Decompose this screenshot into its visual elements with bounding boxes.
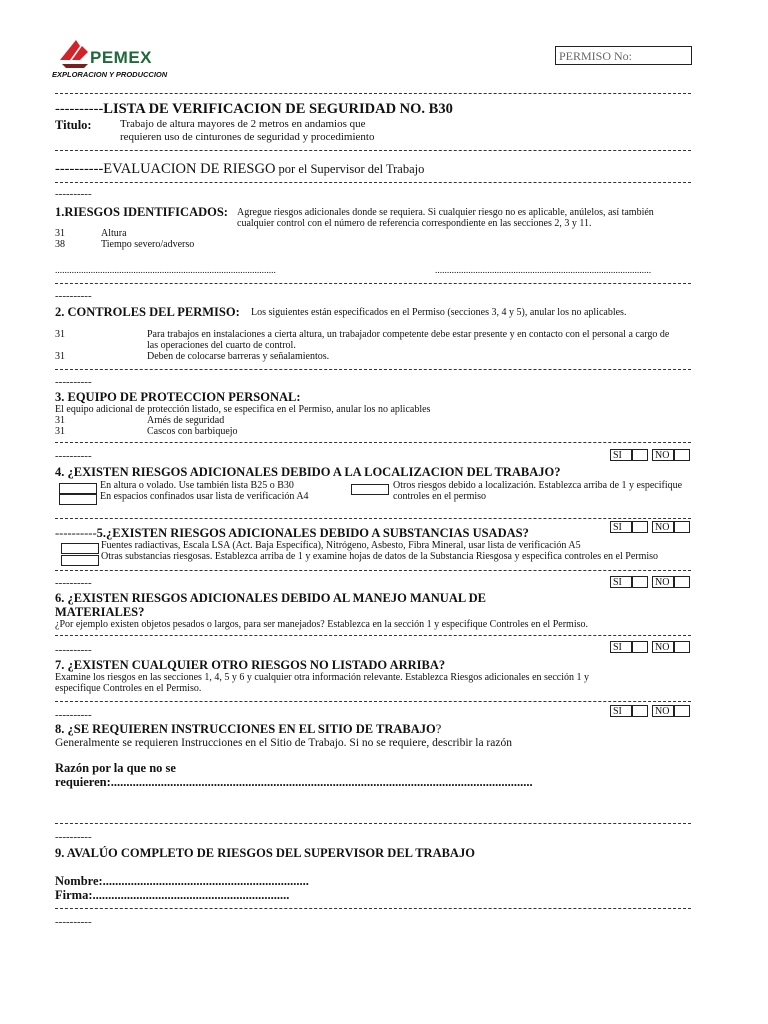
logo-brand: PEMEX	[90, 48, 153, 67]
evaluacion-suffix: por el Supervisor del Trabajo	[275, 162, 425, 176]
titulo-line-2: requieren uso de cinturones de seguridad y procedimiento	[120, 131, 375, 143]
separator	[55, 369, 691, 370]
section-7-desc-1: Examine los riesgos en las secciones 1, 4, 5 y 6 y cualquier otra información relevante. Establezca Riesgos adicionales en sección 1 y	[55, 672, 589, 683]
section-1-heading: 1.RIESGOS IDENTIFICADOS:	[55, 205, 228, 219]
no-checkbox-label: NO	[652, 641, 674, 653]
titulo-line-1: Trabajo de altura mayores de 2 metros en andamios que	[120, 118, 366, 130]
separator	[55, 283, 691, 284]
separator	[55, 570, 691, 571]
si-checkbox[interactable]	[632, 641, 648, 653]
option-checkbox[interactable]	[351, 484, 389, 495]
razon-label-1: Razón por la que no se	[55, 761, 176, 775]
section-2-desc: Los siguientes están especificados en el Permiso (secciones 3, 4 y 5), anular los no aplicables.	[251, 307, 627, 318]
pemex-logo	[52, 38, 182, 82]
separator	[55, 442, 691, 443]
dash-prefix: ----------	[55, 916, 92, 928]
risk-num: 31	[55, 228, 65, 239]
no-checkbox[interactable]	[674, 705, 690, 717]
si-checkbox[interactable]	[632, 521, 648, 533]
si-checkbox-label: SI	[610, 705, 632, 717]
section-9-heading: 9. AVALÚO COMPLETO DE RIESGOS DEL SUPERVISOR DEL TRABAJO	[55, 846, 475, 860]
section-6-heading-1: 6. ¿EXISTEN RIESGOS ADICIONALES DEBIDO AL MANEJO MANUAL DE	[55, 591, 486, 605]
si-checkbox[interactable]	[632, 705, 648, 717]
dash-prefix: ----------	[55, 376, 92, 388]
control-num: 31	[55, 351, 65, 362]
ppe-num: 31	[55, 415, 65, 426]
separator	[55, 182, 691, 183]
control-text-1b: las operaciones del cuarto de control.	[147, 340, 296, 351]
section-4-option-3-line2: controles en el permiso	[393, 491, 487, 502]
si-checkbox[interactable]	[632, 576, 648, 588]
dash-prefix: ----------	[55, 709, 92, 721]
additional-risk-field-right[interactable]: ...........................................................................................	[435, 266, 652, 276]
titulo-label: Titulo:	[55, 118, 92, 132]
dash-prefix: ----------	[55, 290, 92, 302]
si-checkbox-label: SI	[610, 449, 632, 461]
section-3-desc: El equipo adicional de protección listado, se especifica en el Permiso, anular los no aplicables	[55, 404, 431, 415]
no-checkbox[interactable]	[674, 521, 690, 533]
si-checkbox-label: SI	[610, 521, 632, 533]
razon-field[interactable]: requieren:.......................................................................................................................................	[55, 775, 533, 789]
nombre-field[interactable]: Nombre:..................................................................	[55, 874, 309, 888]
ppe-text: Cascos con barbiquejo	[147, 426, 238, 437]
checklist-title	[55, 101, 453, 118]
separator	[55, 93, 691, 94]
no-checkbox-label: NO	[652, 576, 674, 588]
section-2-heading: 2. CONTROLES DEL PERMISO:	[55, 305, 240, 319]
dash-prefix: ----------	[55, 526, 97, 540]
dash-prefix: ----------	[55, 644, 92, 656]
control-num: 31	[55, 329, 65, 340]
permiso-label: PERMISO No:	[559, 49, 633, 63]
section-5-title	[55, 526, 529, 541]
dash-prefix: ----------	[55, 450, 92, 462]
separator	[55, 823, 691, 824]
separator	[55, 701, 691, 702]
no-checkbox-label: NO	[652, 705, 674, 717]
section-4-heading: 4. ¿EXISTEN RIESGOS ADICIONALES DEBIDO A LA LOCALIZACION DEL TRABAJO?	[55, 465, 561, 479]
section-6-heading-2: MATERIALES?	[55, 605, 145, 619]
separator	[55, 635, 691, 636]
section-1-desc-2: cualquier control con el número de referencia correspondiente en las secciones 2, 3 y 11.	[237, 218, 592, 229]
section-5-heading: 5.¿EXISTEN RIESGOS ADICIONALES DEBIDO A SUBSTANCIAS USADAS?	[96, 526, 529, 540]
ppe-text: Arnés de seguridad	[147, 415, 225, 426]
section-5-option-1: Fuentes radiactivas, Escala LSA (Act. Baja Específica), Nitrógeno, Asbesto, Fibra Mineral, usar lista de verificación A5	[101, 540, 581, 551]
risk-text: Tiempo severo/adverso	[101, 239, 195, 250]
dash-prefix: ----------	[55, 831, 92, 843]
control-text-2: Deben de colocarse barreras y señalamientos.	[147, 351, 330, 362]
logo-subtitle: EXPLORACION Y PRODUCCION	[52, 70, 168, 79]
additional-risk-field-left[interactable]: .............................................................................................	[55, 266, 276, 276]
no-checkbox[interactable]	[674, 576, 690, 588]
no-checkbox[interactable]	[674, 641, 690, 653]
section-8-qmark: ?	[435, 722, 442, 736]
permiso-number-field[interactable]	[555, 46, 692, 65]
evaluacion-title	[55, 160, 424, 178]
firma-field[interactable]: Firma:...............................................................	[55, 888, 290, 902]
section-7-desc-2: especifique Controles en el Permiso.	[55, 683, 202, 694]
no-checkbox-label: NO	[652, 449, 674, 461]
dash-prefix: ----------	[55, 577, 92, 589]
section-1-desc-1: Agregue riesgos adicionales donde se requiera. Si cualquier riesgo no es aplicable, anúlelos, así también	[237, 207, 654, 218]
option-checkbox[interactable]	[61, 543, 99, 554]
option-checkbox[interactable]	[59, 483, 97, 494]
si-checkbox[interactable]	[632, 449, 648, 461]
checklist-heading: LISTA DE VERIFICACION DE SEGURIDAD NO. B30	[103, 101, 453, 117]
risk-text: Altura	[101, 228, 127, 239]
evaluacion-heading: EVALUACION DE RIESGO	[103, 161, 276, 177]
control-text-1: Para trabajos en instalaciones a cierta altura, un trabajador competente debe estar presente y en contacto con el personal a cargo de	[147, 329, 670, 340]
section-8-desc: Generalmente se requieren Instrucciones en el Sitio de Trabajo. Si no se requiere, describir la razón	[55, 737, 512, 749]
dash-prefix: ----------	[55, 161, 104, 177]
option-checkbox[interactable]	[59, 494, 97, 505]
option-checkbox[interactable]	[61, 555, 99, 566]
separator	[55, 518, 691, 519]
section-5-option-2: Otras substancias riesgosas. Establezca arriba de 1 y examine hojas de datos de la Substancia Riesgosa y especifica controles en el Permiso	[101, 551, 659, 562]
section-6-desc: ¿Por ejemplo existen objetos pesados o largos, para ser manejados? Establezca en la sección 1 y especifique Controles en el Permiso.	[55, 619, 588, 630]
no-checkbox[interactable]	[674, 449, 690, 461]
no-checkbox-label: NO	[652, 521, 674, 533]
si-checkbox-label: SI	[610, 576, 632, 588]
section-7-heading: 7. ¿EXISTEN CUALQUIER OTRO RIESGOS NO LISTADO ARRIBA?	[55, 658, 446, 672]
separator	[55, 908, 691, 909]
section-4-option-3-line1: Otros riesgos debido a localización. Establezca arriba de 1 y especifique	[393, 480, 683, 491]
section-8-heading: 8. ¿SE REQUIEREN INSTRUCCIONES EN EL SITIO DE TRABAJO	[55, 722, 436, 736]
section-3-heading: 3. EQUIPO DE PROTECCION PERSONAL:	[55, 390, 301, 404]
si-checkbox-label: SI	[610, 641, 632, 653]
section-4-option-2: En espacios confinados usar lista de verificación A4	[100, 491, 309, 502]
section-8-title	[55, 722, 441, 737]
risk-num: 38	[55, 239, 65, 250]
ppe-num: 31	[55, 426, 65, 437]
dash-prefix: ----------	[55, 188, 92, 200]
section-4-option-1: En altura o volado. Use también lista B25 o B30	[100, 480, 294, 491]
separator	[55, 150, 691, 151]
dash-prefix: ----------	[55, 101, 104, 117]
